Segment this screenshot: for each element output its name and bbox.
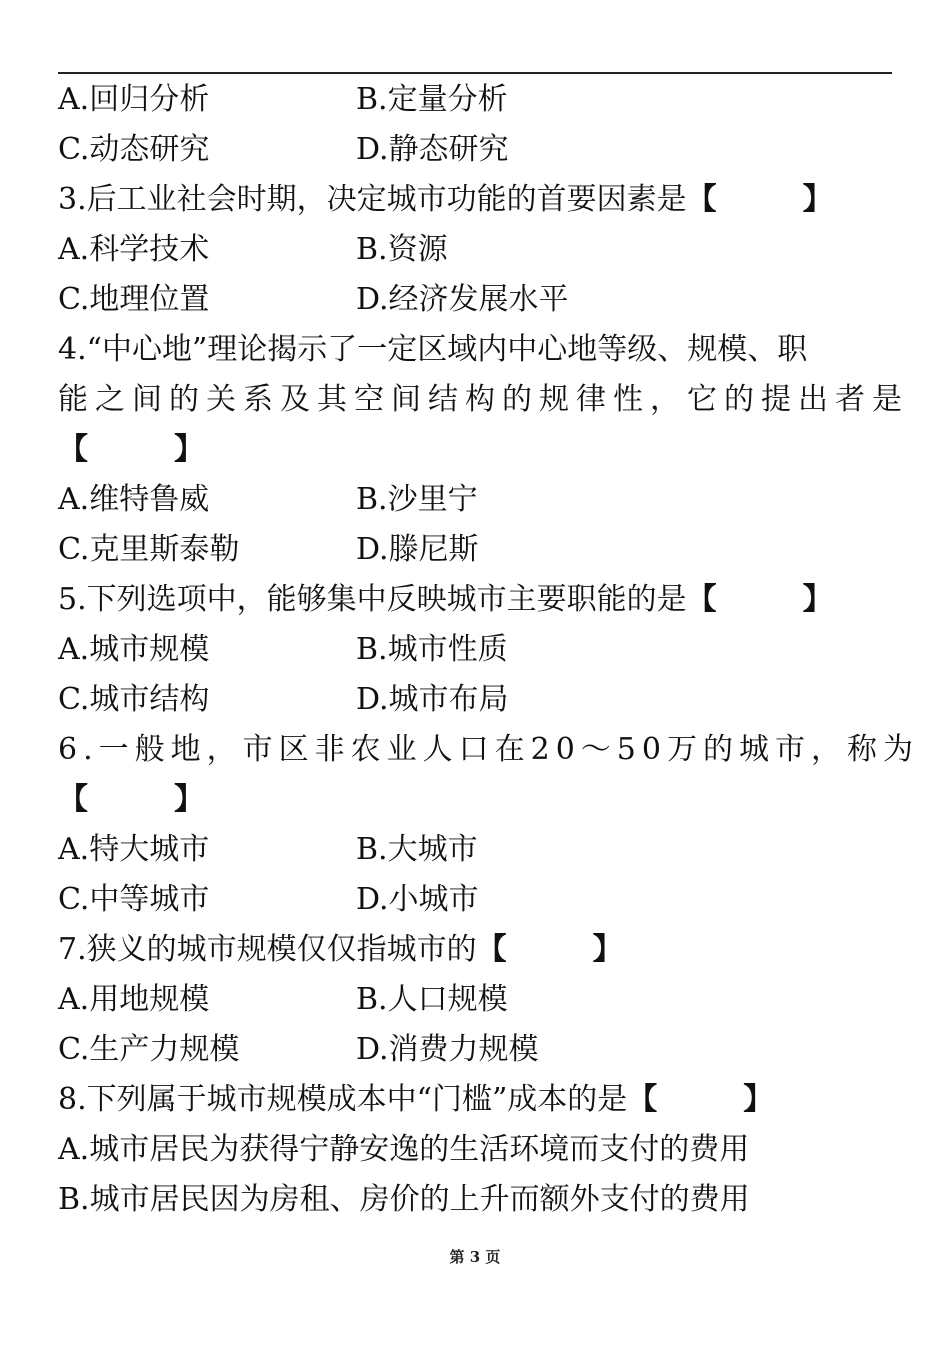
q3-option-c: C.地理位置 xyxy=(58,282,210,317)
q3-stem: 3.后工业社会时期，决定城市功能的首要因素是 xyxy=(58,182,687,217)
q4-answer-line xyxy=(58,425,204,475)
q7-option-d: D.消费力规模 xyxy=(356,1032,539,1067)
q3-stem-line xyxy=(58,175,892,225)
q8-option-b: B.城市居民因为房租、房价的上升而额外支付的费用 xyxy=(58,1182,750,1217)
q5-option-b: B.城市性质 xyxy=(356,632,508,667)
close-bracket: 】 xyxy=(802,182,833,217)
q7-option-b: B.人口规模 xyxy=(356,982,508,1017)
q5-option-d: D.城市布局 xyxy=(356,682,509,717)
q4-option-c: C.克里斯泰勒 xyxy=(58,532,240,567)
q4-stem-line-2 xyxy=(58,375,909,425)
q4-stem-part-2: 能之间的关系及其空间结构的规律性，它的提出者是 xyxy=(58,382,909,417)
q5-option-c: C.城市结构 xyxy=(58,682,210,717)
q4-option-a: A.维特鲁威 xyxy=(58,482,210,517)
q7-stem-line xyxy=(58,925,623,975)
q2-option-c: C.动态研究 xyxy=(58,132,210,167)
q8-option-a: A.城市居民为获得宁静安逸的生活环境而支付的费用 xyxy=(58,1132,750,1167)
q7-stem: 7.狭义的城市规模仅仅指城市的 xyxy=(58,932,477,967)
q3-option-b: B.资源 xyxy=(356,232,448,267)
top-rule xyxy=(58,72,892,74)
q2-option-a: A.回归分析 xyxy=(58,82,210,117)
close-bracket: 】 xyxy=(592,932,623,967)
q8-answer-bracket xyxy=(627,1075,773,1125)
q5-answer-bracket xyxy=(687,575,833,625)
q6-answer-line xyxy=(58,775,204,825)
q8-stem: 8.下列属于城市规模成本中“门槛”成本的是 xyxy=(58,1082,628,1117)
q6-option-b: B.大城市 xyxy=(356,832,478,867)
q7-option-a: A.用地规模 xyxy=(58,982,210,1017)
q4-option-b: B.沙里宁 xyxy=(356,482,478,517)
open-bracket: 【 xyxy=(58,432,88,467)
close-bracket: 】 xyxy=(174,782,204,817)
q6-option-c: C.中等城市 xyxy=(58,882,210,917)
q6-option-d: D.小城市 xyxy=(356,882,479,917)
q4-stem-part-1: 4.“中心地”理论揭示了一定区域内中心地等级、规模、职 xyxy=(58,332,808,367)
q6-stem: 6.一般地，市区非农业人口在20～50万的城市，称为 xyxy=(58,732,919,767)
q6-option-a: A.特大城市 xyxy=(58,832,210,867)
close-bracket: 】 xyxy=(174,432,204,467)
q7-option-c: C.生产力规模 xyxy=(58,1032,240,1067)
q3-option-a: A.科学技术 xyxy=(58,232,210,267)
open-bracket: 【 xyxy=(476,932,507,967)
q2-option-b: B.定量分析 xyxy=(356,82,508,117)
q7-answer-bracket xyxy=(477,925,623,975)
open-bracket: 【 xyxy=(627,1082,658,1117)
q6-answer-bracket xyxy=(58,775,204,825)
q4-stem-line-1 xyxy=(58,325,807,375)
q5-option-a: A.城市规模 xyxy=(58,632,210,667)
q4-answer-bracket xyxy=(58,425,204,475)
open-bracket: 【 xyxy=(58,782,88,817)
q8-stem-line xyxy=(58,1075,773,1125)
q8-option-b-line xyxy=(58,1175,750,1225)
q4-option-d: D.滕尼斯 xyxy=(356,532,479,567)
q5-stem: 5.下列选项中，能够集中反映城市主要职能的是 xyxy=(58,582,687,617)
q8-option-a-line xyxy=(58,1125,749,1175)
close-bracket: 】 xyxy=(802,582,833,617)
q3-option-d: D.经济发展水平 xyxy=(356,282,569,317)
q3-answer-bracket xyxy=(687,175,833,225)
page-number: 第 3 页 xyxy=(449,1248,501,1266)
q6-stem-line xyxy=(58,725,919,775)
open-bracket: 【 xyxy=(686,182,717,217)
close-bracket: 】 xyxy=(743,1082,774,1117)
open-bracket: 【 xyxy=(686,582,717,617)
q5-stem-line xyxy=(58,575,892,625)
q2-option-d: D.静态研究 xyxy=(356,132,509,167)
